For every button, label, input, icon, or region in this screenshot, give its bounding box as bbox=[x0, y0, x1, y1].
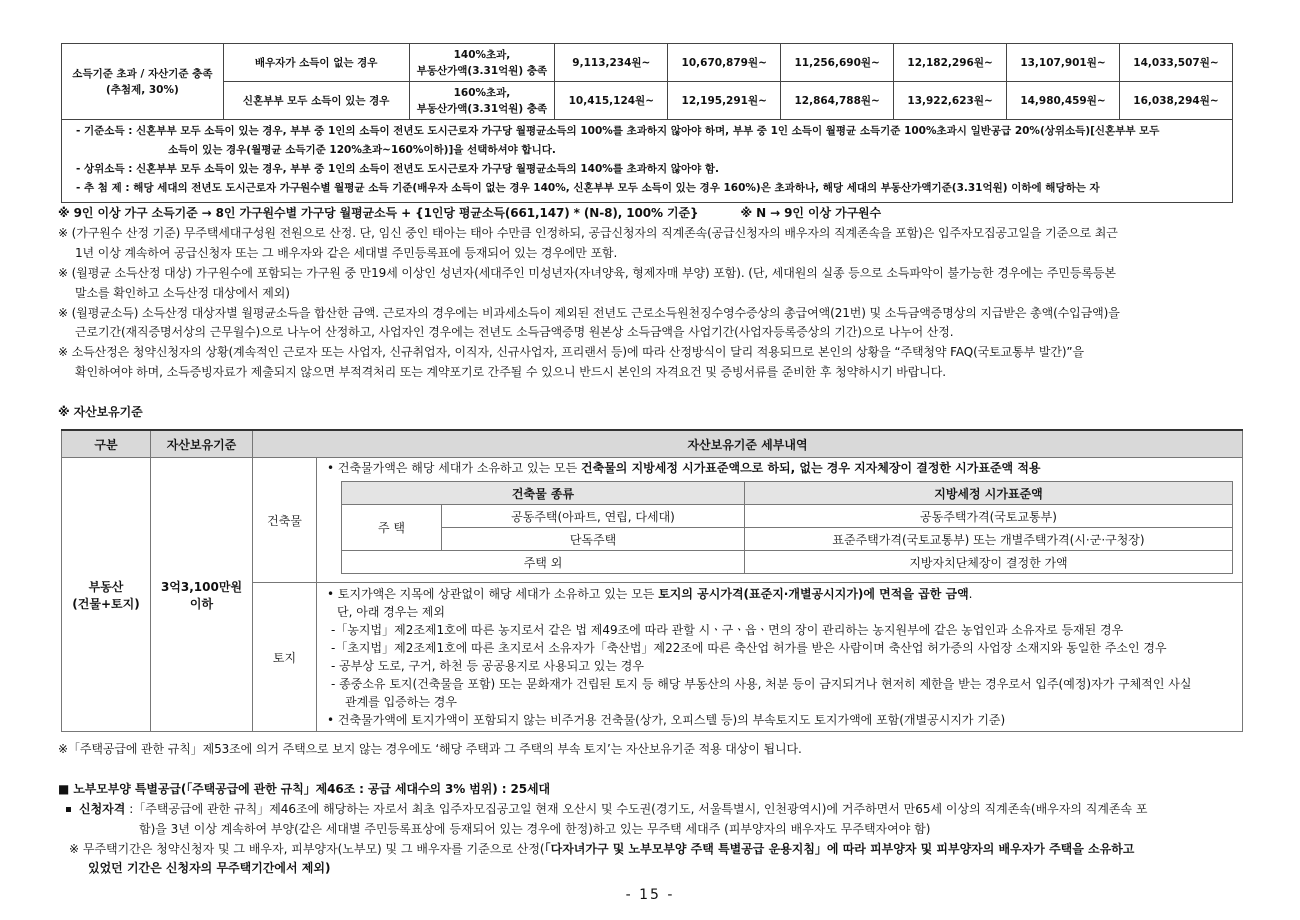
exception-item: -「초지법」제2조제1호에 따른 초지로서 소유자가「축산법」제22조에 따른 축산업 허가를 받은 사람이며 축산업 허가증의 사업장 소재지와 동일한 주소인 경우 bbox=[331, 641, 1167, 655]
note-line: - 추 첨 제 : 해당 세대의 전년도 도시근로자 가구원수별 월평균 소득 기준(배우자 소득이 없는 경우 140%, 신혼부부 모두 소득이 있는 경우 160%)은 초과하나, 해당 세대의 부동산가액기준(3.31억원) 이하에 해당하는 자 bbox=[76, 182, 1100, 194]
table-header-row bbox=[62, 430, 1243, 458]
exception-item-cont: 관계를 입증하는 경우 bbox=[345, 695, 457, 709]
column-header: 지방세정 시가표준액 bbox=[745, 482, 1233, 505]
condition-line: 부동산가액(3.31억원) 충족 bbox=[416, 64, 548, 77]
note-line: ※ (가구원수 산정 기준) 무주택세대구성원 전원으로 산정. 단, 임신 중인 태아는 태아 수만큼 인정하되, 공급신청자의 직계존속(공급신청자의 배우자의 직계존속을 포함)은 입주자모집공고일을 기준으로 최근 bbox=[58, 226, 1118, 240]
asset-standard-cell bbox=[151, 458, 253, 732]
note-text: ※ 무주택기간은 청약신청자 및 그 배우자, 피부양자(노부모) 및 그 배우자를 기준으로 산정( bbox=[69, 842, 545, 856]
column-header: 자산보유기준 bbox=[151, 430, 253, 458]
income-criteria-table bbox=[61, 43, 1233, 203]
housing-label: 주 택 bbox=[342, 505, 442, 551]
condition-line: 부동산가액(3.31억원) 충족 bbox=[416, 102, 548, 115]
table-row bbox=[62, 44, 1233, 82]
asset-category-cell bbox=[62, 458, 151, 732]
qualification-text: :「주택공급에 관한 규칙」제46조에 해당하는 자로서 최초 입주자모집공고일 현재 오산시 및 수도권(경기도, 서울특별시, 인천광역시)에 거주하면서 만65세 이상의 직계존속(배우자의 직계존속 포 bbox=[129, 802, 1148, 816]
homeless-period-note bbox=[69, 840, 1134, 857]
building-detail-cell bbox=[317, 458, 1243, 583]
bullet-bold-text: 건축물의 지방세정 시가표준액으로 하되, 없는 경우 지자체장이 결정한 시가표준액 적용 bbox=[581, 461, 1041, 475]
income-value-cell: 14,980,459원~ bbox=[1007, 82, 1120, 120]
exception-item: - 공부상 도로, 구거, 하천 등 공공용지로 사용되고 있는 경우 bbox=[331, 659, 644, 673]
note-line: ※ 소득산정은 청약신청자의 상황(계속적인 근로자 또는 사업자, 신규취업자, 이직자, 신규사업자, 프리랜서 등)에 따라 산정방식이 달리 적용되므로 본인의 상황을 “주택청약 FAQ(국토교통부 발간)”을 bbox=[58, 345, 1085, 359]
condition-line: 160%초과, bbox=[453, 86, 511, 99]
square-bullet-icon bbox=[66, 807, 71, 812]
nine-person-rule bbox=[58, 204, 881, 221]
note-line: - 기준소득 : 신혼부부 모두 소득이 있는 경우, 부부 중 1인의 소득이 전년도 도시근로자 가구당 월평균소득의 100%를 초과하지 않아야 하며, 부부 중 1인 소득이 월평균 소득기준 100%초과시 일반공급 20%(상위소득)[신혼부부 모두 bbox=[76, 125, 1160, 137]
income-value-cell: 13,107,901원~ bbox=[1007, 44, 1120, 82]
exception-intro: 단, 아래 경우는 제외 bbox=[337, 605, 445, 619]
income-value-cell: 16,038,294원~ bbox=[1119, 82, 1232, 120]
note-line: 근로기간(재직증명서상의 근무월수)으로 나누어 산정하고, 사업자인 경우에는 전년도 소득금액증명 원본상 소득금액을 사업기간(사업자등록증상의 기간)으로 나누어 산정. bbox=[75, 325, 954, 339]
note-line: 1년 이상 계속하여 공급신청자 또는 그 배우자와 같은 세대별 주민등록표에 등재되어 있는 경우에만 포함. bbox=[75, 246, 618, 260]
land-label: 토지 bbox=[253, 583, 317, 732]
category-line: (추첨제, 30%) bbox=[105, 83, 179, 96]
condition-cell bbox=[409, 82, 555, 120]
building-label: 건축물 bbox=[253, 458, 317, 583]
bullet-text: • 건축물가액은 해당 세대가 소유하고 있는 모든 bbox=[327, 461, 582, 475]
income-value-cell: 9,113,234원~ bbox=[555, 44, 668, 82]
qualification-line-cont: 함)을 3년 이상 계속하여 부양(같은 세대별 주민등록표상에 등재되어 있는 경우에 한정)하고 있는 무주택 세대주 (피부양자의 배우자도 무주택자여야 함) bbox=[139, 822, 931, 836]
condition-cell bbox=[409, 44, 555, 82]
column-header: 건축물 종류 bbox=[342, 482, 745, 505]
building-valuation-table bbox=[341, 481, 1233, 574]
note-line: 말소를 확인하고 소득산정 대상에서 제외) bbox=[75, 286, 290, 300]
income-value-cell: 11,256,690원~ bbox=[781, 44, 894, 82]
bullet-bold-text: 토지의 공시가격(표준지·개별공시지가)에 면적을 곱한 금액 bbox=[658, 587, 969, 601]
income-notes-cell bbox=[62, 120, 1233, 203]
asset-criteria-table bbox=[61, 429, 1243, 732]
column-header: 구분 bbox=[62, 430, 151, 458]
condition-line: 140%초과, bbox=[453, 48, 511, 61]
income-value-cell: 12,864,788원~ bbox=[781, 82, 894, 120]
qualification-label: 신청자격 bbox=[79, 802, 126, 816]
household-type-cell: 신혼부부 모두 소득이 있는 경우 bbox=[223, 82, 409, 120]
table-row bbox=[62, 82, 1233, 120]
note-bold-text: 「다자녀가구 및 노부모부양 주택 특별공급 운용지침」에 따라 피부양자 및 피부양자의 배우자가 주택을 소유하고 bbox=[544, 842, 1135, 856]
table-cell: 공동주택가격(국토교통부) bbox=[745, 505, 1233, 528]
table-row bbox=[342, 551, 1233, 574]
qualification-line bbox=[66, 800, 1148, 817]
bullet-text: • 토지가액은 지목에 상관없이 해당 세대가 소유하고 있는 모든 bbox=[327, 587, 659, 601]
land-bullet bbox=[317, 585, 1242, 603]
income-value-cell: 10,415,124원~ bbox=[555, 82, 668, 120]
income-value-cell: 14,033,507원~ bbox=[1119, 44, 1232, 82]
table-row bbox=[62, 120, 1233, 203]
income-value-cell: 12,182,296원~ bbox=[894, 44, 1007, 82]
exception-item: -「농지법」제2조제1호에 따른 농지로서 같은 법 제49조에 따라 관할 시ㆍ구ㆍ읍ㆍ면의 장이 관리하는 농지원부에 같은 농업인과 소유자로 등재된 경우 bbox=[331, 623, 1124, 637]
table-cell: 표준주택가격(국토교통부) 또는 개별주택가격(시·군·구청장) bbox=[745, 528, 1233, 551]
note-text: ※ 9인 이상 가구 소득기준 → 8인 가구원수별 가구당 월평균소득 + {1인당 평균소득(661,147) * (N-8), 100% 기준} bbox=[58, 206, 699, 220]
note-line: - 상위소득 : 신혼부부 모두 소득이 있는 경우, 부부 중 1인의 소득이 전년도 도시근로자 가구당 월평균소득의 140%를 초과하지 않아야 함. bbox=[76, 163, 720, 175]
bullet-text: . bbox=[968, 587, 973, 601]
note-text: ※ N → 9인 이상 가구원수 bbox=[740, 206, 882, 220]
income-value-cell: 10,670,879원~ bbox=[668, 44, 781, 82]
income-value-cell: 13,922,623원~ bbox=[894, 82, 1007, 120]
land-detail-cell bbox=[317, 583, 1243, 732]
note-line: ※ (월평균 소득산정 대상) 가구원수에 포함되는 가구원 중 만19세 이상인 성년자(세대주인 미성년자(자녀양육, 형제자매 부양) 포함). (단, 세대원의 실종 등으로 소득파악이 불가능한 경우에는 주민등록등본 bbox=[58, 266, 1116, 280]
category-line: 부동산 bbox=[88, 579, 124, 594]
category-line: 소득기준 초과 / 자산기준 충족 bbox=[72, 67, 213, 80]
asset-footnote: ※「주택공급에 관한 규칙」제53조에 의거 주택으로 보지 않는 경우에도 ‘해당 주택과 그 주택의 부속 토지’는 자산보유기준 적용 대상이 됩니다. bbox=[58, 742, 802, 756]
table-row bbox=[342, 505, 1233, 528]
table-cell: 주택 외 bbox=[342, 551, 745, 574]
household-type-cell: 배우자가 소득이 없는 경우 bbox=[223, 44, 409, 82]
land-bullet: • 건축물가액에 토지가액이 포함되지 않는 비주거용 건축물(상가, 오피스텔 등)의 부속토지도 토지가액에 포함(개별공시지가 기준) bbox=[327, 713, 1006, 727]
standard-line: 3억3,100만원 bbox=[160, 579, 243, 594]
section-title: ■ 노부모부양 특별공급(「주택공급에 관한 규칙」제46조 : 공급 세대수의 3% 범위) : 25세대 bbox=[58, 782, 550, 796]
page-number: - 15 - bbox=[625, 887, 675, 903]
table-header-row bbox=[342, 482, 1233, 505]
exception-item: - 종중소유 토지(건축물을 포함) 또는 문화재가 건립된 토지 등 해당 부동산의 사용, 처분 등이 금지되거나 현저히 제한을 받는 경우로서 입주(예정)자가 구체적인 사실 bbox=[331, 677, 1192, 691]
building-bullet bbox=[317, 459, 1242, 477]
table-row bbox=[342, 528, 1233, 551]
table-cell: 지방자치단체장이 결정한 가액 bbox=[745, 551, 1233, 574]
note-line: 확인하여야 하며, 소득증빙자료가 제출되지 않으면 부적격처리 또는 계약포기로 간주될 수 있으니 반드시 본인의 자격요건 및 증빙서류를 준비한 후 청약하시기 바랍니다. bbox=[75, 365, 946, 379]
income-category-cell bbox=[62, 44, 224, 120]
note-line: ※ (월평균소득) 소득산정 대상자별 월평균소득을 합산한 금액. 근로자의 경우에는 비과세소득이 제외된 전년도 근로소득원천징수영수증상의 총급여액(21번) 및 소득금액증명상의 지급받은 총액(수입금액)을 bbox=[58, 306, 1120, 320]
standard-line: 이하 bbox=[189, 596, 214, 611]
note-line: 소득이 있는 경우(월평균 소득기준 120%초과~160%이하)]을 선택하셔야 합니다. bbox=[168, 144, 556, 156]
income-value-cell: 12,195,291원~ bbox=[668, 82, 781, 120]
column-header: 자산보유기준 세부내역 bbox=[253, 430, 1243, 458]
section-title: ※ 자산보유기준 bbox=[58, 405, 143, 419]
table-cell: 공동주택(아파트, 연립, 다세대) bbox=[442, 505, 745, 528]
table-cell: 단독주택 bbox=[442, 528, 745, 551]
table-row bbox=[62, 458, 1243, 583]
category-line: (건물+토지) bbox=[72, 596, 140, 611]
homeless-period-note-cont: 있었던 기간은 신청자의 무주택기간에서 제외) bbox=[88, 861, 331, 875]
